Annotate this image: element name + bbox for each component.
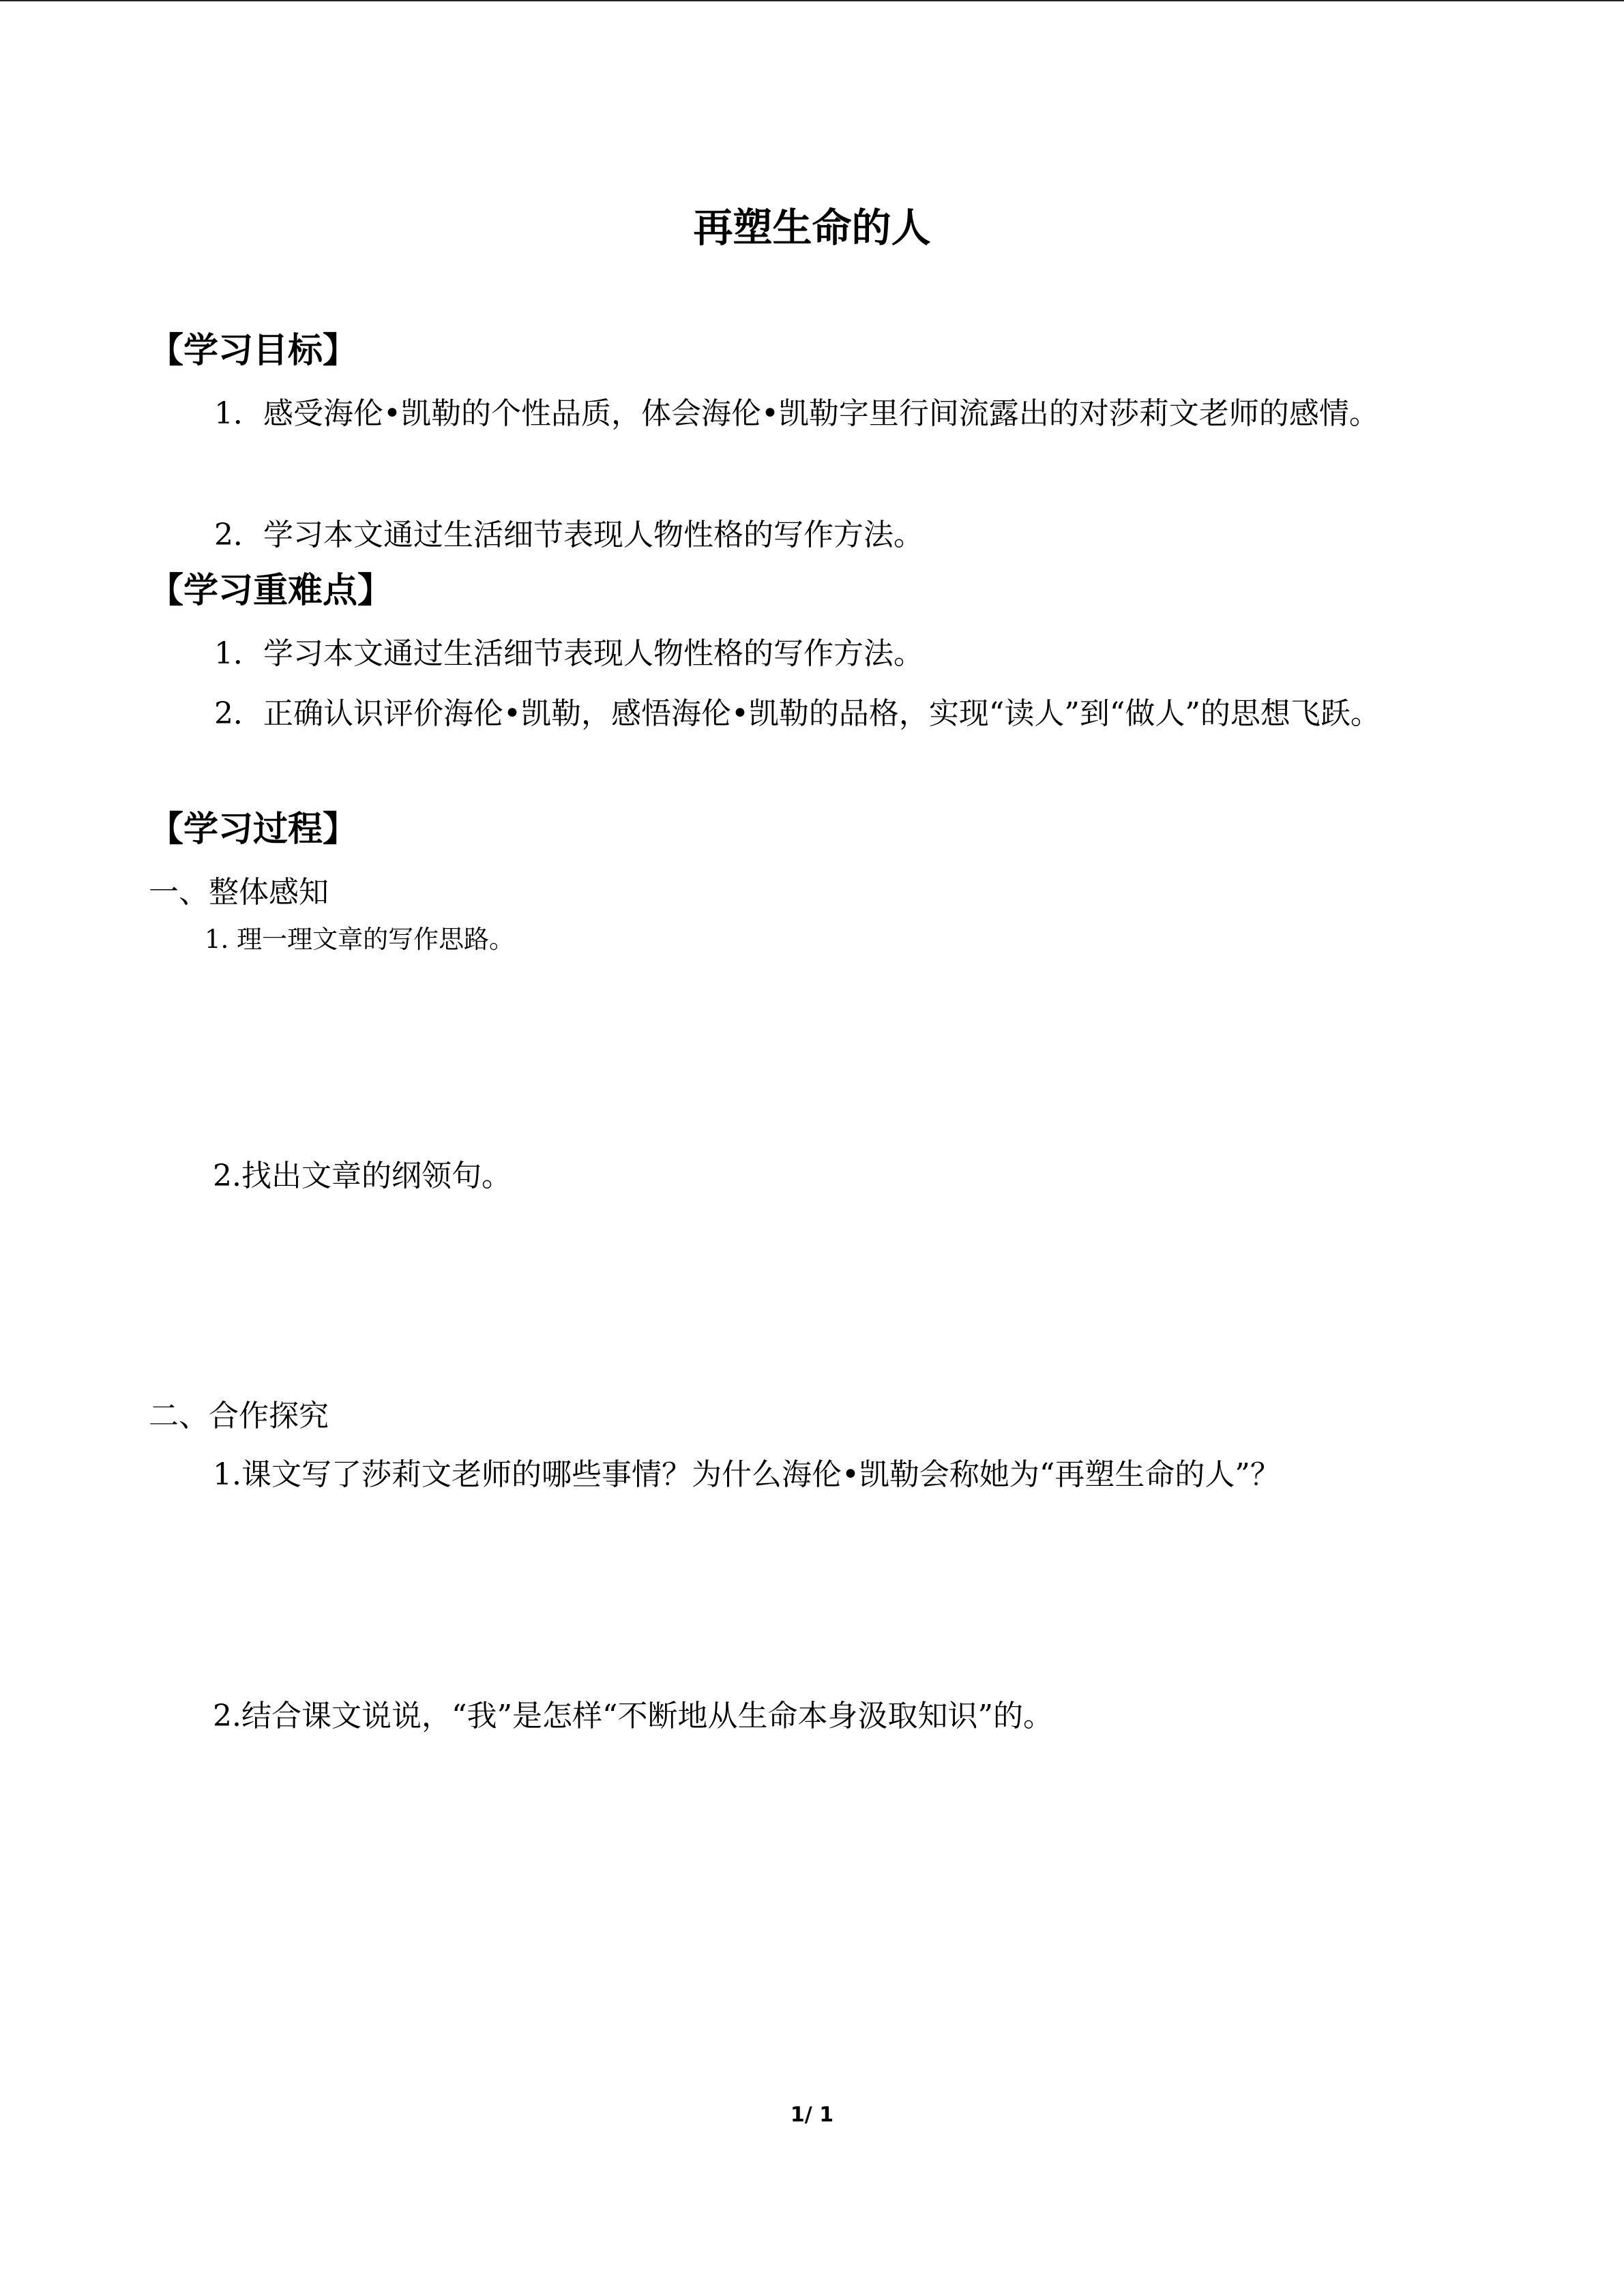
part2-question-1: 1.课文写了莎莉文老师的哪些事情？为什么海伦•凯勒会称她为“再塑生命的人”？: [213, 1457, 1280, 1492]
key-point-item-2: 2．正确认识评价海伦•凯勒，感悟海伦•凯勒的品格，实现“读人”到“做人”的思想飞跃。: [214, 696, 1381, 731]
part1-question-2: 2.找出文章的纲领句。: [213, 1159, 512, 1193]
heading-learning-process: 【学习过程】: [149, 809, 358, 850]
part1-question-1: 1. 理一理文章的写作思路。: [205, 925, 515, 954]
page-number: 1/ 1: [790, 2103, 834, 2127]
part2-question-2: 2.结合课文说说，“我”是怎样“不断地从生命本身汲取知识”的。: [213, 1699, 1053, 1733]
part1-heading: 一、整体感知: [149, 875, 329, 910]
key-point-item-1: 1．学习本文通过生活细节表现人物性格的写作方法。: [214, 636, 924, 671]
goal-item-2: 2．学习本文通过生活细节表现人物性格的写作方法。: [214, 518, 924, 552]
heading-key-points: 【学习重难点】: [149, 571, 393, 611]
page-title: 再塑生命的人: [693, 205, 931, 251]
heading-learning-goals: 【学习目标】: [149, 331, 358, 371]
part2-heading: 二、合作探究: [149, 1399, 329, 1433]
goal-item-1: 1．感受海伦•凯勒的个性品质，体会海伦•凯勒字里行间流露出的对莎莉文老师的感情。: [214, 396, 1379, 431]
